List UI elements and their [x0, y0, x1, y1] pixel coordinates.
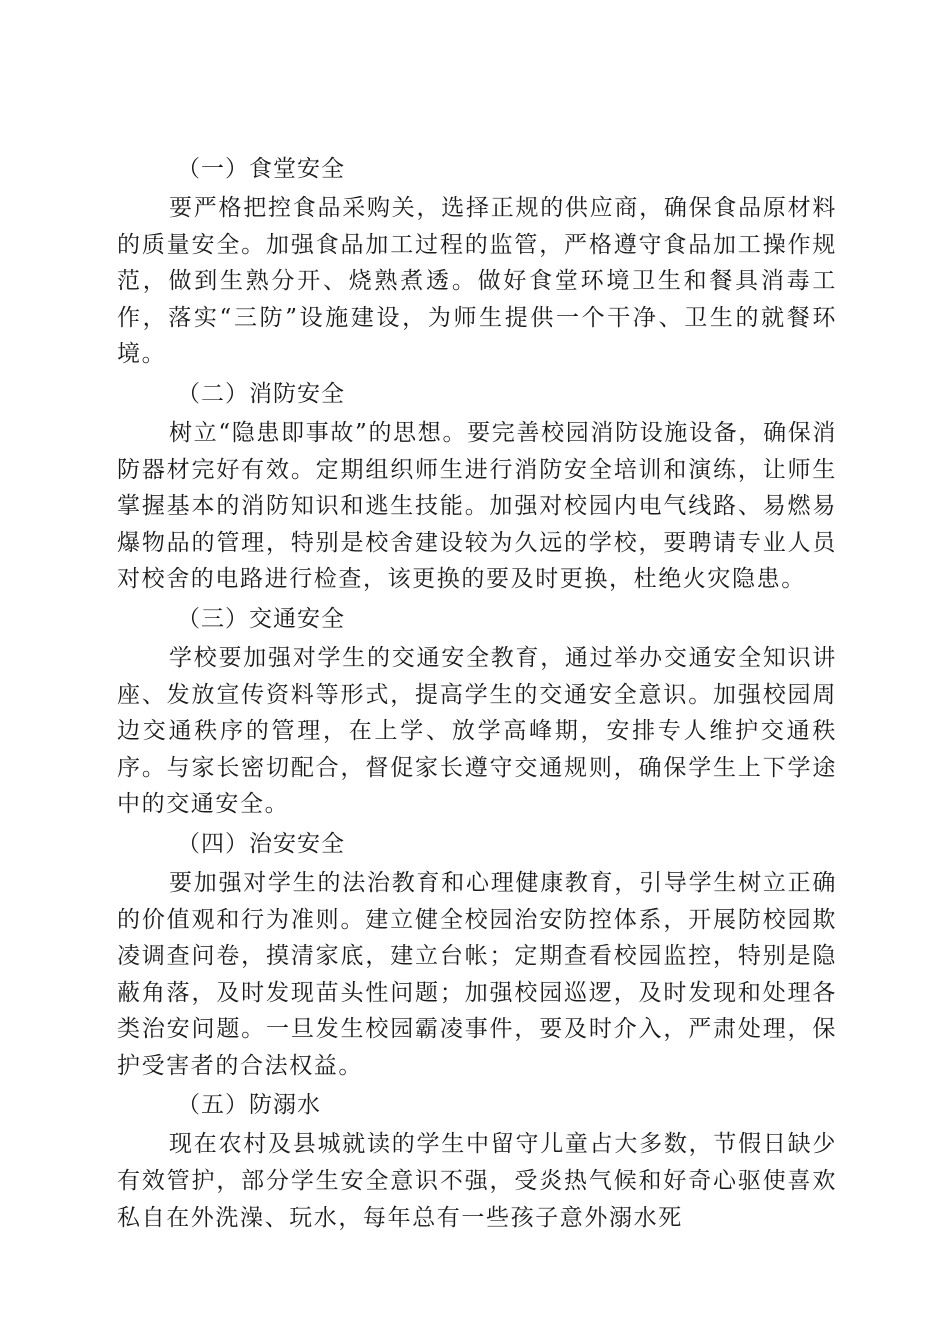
section-paragraph: 要加强对学生的法治教育和心理健康教育，引导学生树立正确的价值观和行为准则。建立健全校园治安防控体系，开展防校园欺凌调查问卷，摸清家底，建立台帐；定期查看校园监控，特别是隐蔽角落，及时发现苗头性问题；加强校园巡逻，及时发现和处理各类治安问题。一旦发生校园霸凌事件，要及时介入，严肃处理，保护受害者的合法权益。 [117, 869, 837, 1079]
section-paragraph: 学校要加强对学生的交通安全教育，通过举办交通安全知识讲座、发放宣传资料等形式，提高学生的交通安全意识。加强校园周边交通秩序的管理，在上学、放学高峰期，安排专人维护交通秩序。与家长密切配合，督促家长遵守交通规则，确保学生上下学途中的交通安全。 [117, 644, 837, 818]
section-heading: （五）防溺水 [177, 1092, 321, 1119]
document-page [117, 148, 837, 1236]
section-heading: （三）交通安全 [177, 605, 345, 632]
section-drowning-prevention [117, 1084, 837, 1236]
section-heading: （四）治安安全 [177, 830, 345, 857]
section-traffic-safety [117, 598, 837, 823]
section-paragraph: 现在农村及县城就读的学生中留守儿童占大多数，节假日缺少有效管护，部分学生安全意识不强，受炎热气候和好奇心驱使喜欢私自在外洗澡、玩水，每年总有一些孩子意外溺水死 [117, 1131, 837, 1231]
section-paragraph: 要严格把控食品采购关，选择正规的供应商，确保食品原材料的质量安全。加强食品加工过程的监管，严格遵守食品加工操作规范，做到生熟分开、烧熟煮透。做好食堂环境卫生和餐具消毒工作，落实“三防”设施建设，为师生提供一个干净、卫生的就餐环境。 [117, 195, 837, 368]
section-fire-safety [117, 373, 837, 598]
section-public-security [117, 823, 837, 1085]
section-canteen-safety [117, 148, 837, 373]
section-heading: （一）食堂安全 [177, 156, 345, 182]
section-paragraph: 树立“隐患即事故”的思想。要完善校园消防设施设备，确保消防器材完好有效。定期组织师生进行消防安全培训和演练，让师生掌握基本的消防知识和逃生技能。加强对校园内电气线路、易燃易爆物品的管理，特别是校舍建设较为久远的学校，要聘请专业人员对校舍的电路进行检查，该更换的要及时更换，杜绝火灾隐患。 [117, 419, 837, 593]
section-heading: （二）消防安全 [177, 380, 345, 407]
